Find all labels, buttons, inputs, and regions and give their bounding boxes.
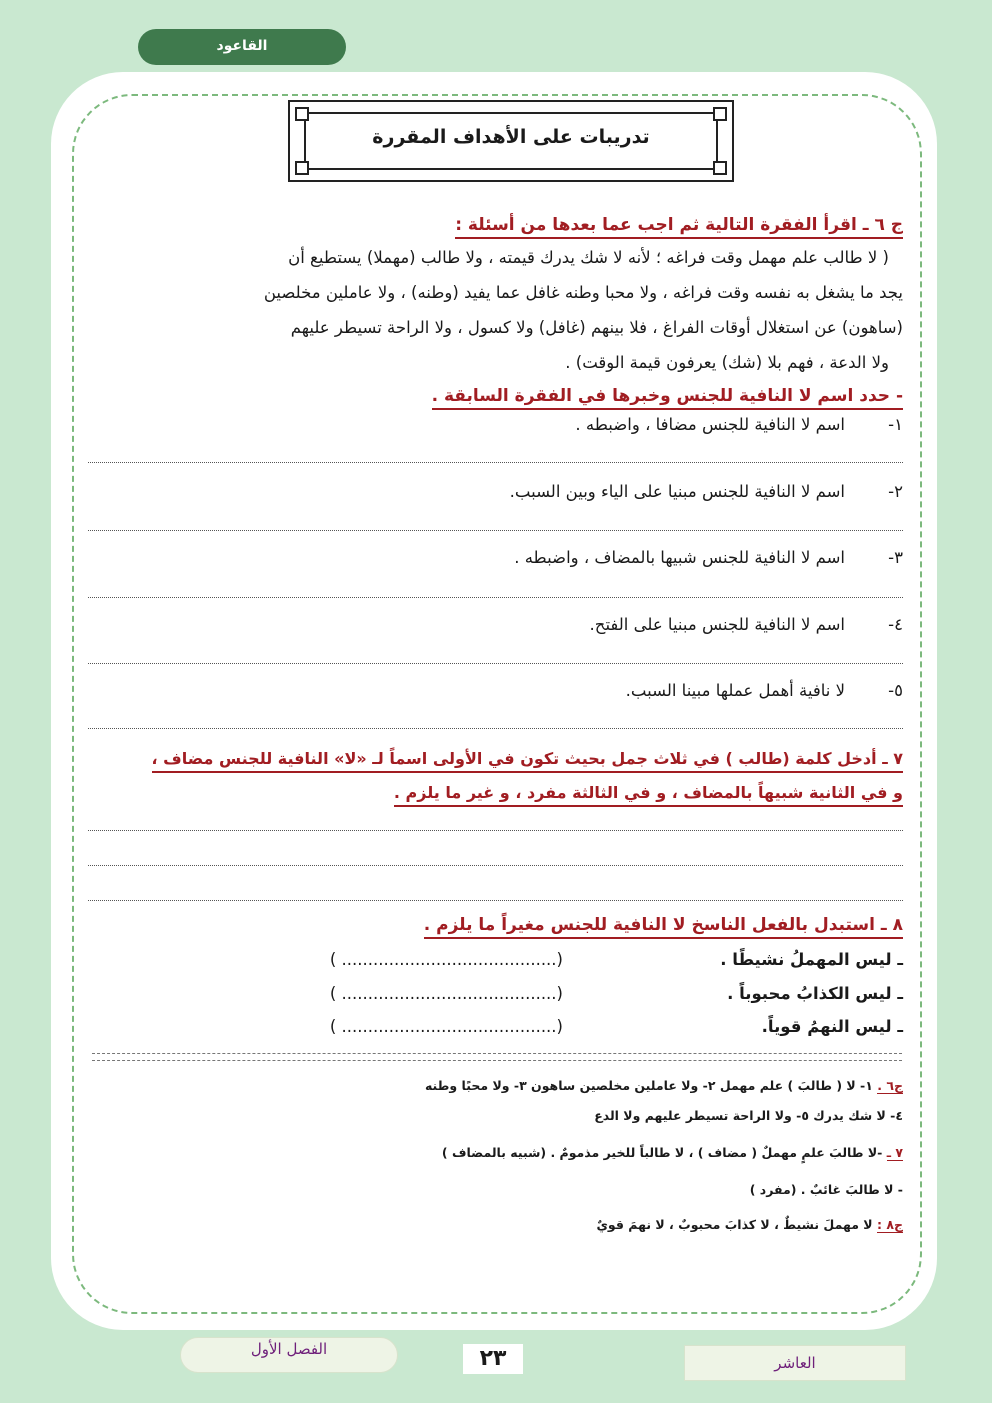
answer-text: ٤- لا شك يدرك ٥- ولا الراحة تسيطر عليهم ولا الدع (594, 1108, 903, 1123)
item-number: ٣- (888, 548, 903, 567)
page-title: تدريبات على الأهداف المقررة (372, 126, 650, 148)
q8-blank[interactable]: (......................................... ) (329, 950, 563, 969)
item-number: ٥- (888, 681, 903, 700)
q8-sentence: ـ ليس النهمُ قوياً. (761, 1017, 903, 1036)
page-number: ٢٣ (463, 1344, 523, 1374)
item-number: ٤- (888, 615, 903, 634)
answer-q7-line2 (750, 1182, 903, 1197)
item-text: لا نافية أهمل عملها مبينا السبب. (625, 681, 845, 700)
q6-task: - حدد اسم لا النافية للجنس وخبرها في الفقرة السابقة . (432, 384, 903, 410)
answer-line[interactable] (88, 830, 903, 831)
answer-text: -لا طالبَ علمٍ مهملٌ ( مضاف ) ، لا طالباً للخير مذمومٌ . (شبيه بالمضاف ) (441, 1145, 883, 1160)
q6-paragraph (73, 240, 903, 380)
q8-heading: ٨ ـ استبدل بالفعل الناسخ لا النافية للجنس مغيراً ما يلزم . (424, 913, 903, 939)
answer-line[interactable] (88, 663, 903, 664)
answer-line[interactable] (88, 530, 903, 531)
answer-line[interactable] (88, 900, 903, 901)
author-tab: القاعود (138, 29, 346, 65)
separator (92, 1053, 902, 1061)
item-text: اسم لا النافية للجنس مضافا ، واضبطه . (575, 415, 845, 434)
paragraph-line: يجد ما يشغل به نفسه وقت فراغه ، ولا محبا وطنه غافل عما يفيد (وطنه) ، ولا عاملين مخلصين (263, 283, 903, 302)
answer-q8 (596, 1217, 903, 1232)
answer-tag: ج٦ . (877, 1078, 903, 1093)
item-text: اسم لا النافية للجنس شبيها بالمضاف ، واضبطه . (514, 548, 845, 567)
answer-q6-line1 (425, 1078, 903, 1093)
answer-q7-line1 (442, 1145, 903, 1160)
q8-sentence: ـ ليس المهملُ نشيطًا . (720, 950, 903, 969)
answer-line[interactable] (88, 462, 903, 463)
paragraph-line: ( لا طالب علم مهمل وقت فراغه ؛ لأنه لا شك يدرك قيمته ، ولا طالب (مهملا) يستطيع أن (288, 248, 889, 267)
q7-heading-line1: ٧ ـ أدخل كلمة (طالب ) في ثلاث جمل بحيث تكون في الأولى اسماً لـ «لا» النافية للجنس مضاف ، (152, 747, 903, 773)
answer-tag: ٧ ـ (886, 1145, 903, 1160)
q7-heading-line2: و في الثانية شبيهاً بالمضاف ، و في الثالثة مفرد ، و غير ما يلزم . (394, 781, 903, 807)
paragraph-line: ولا الدعة ، فهم بلا (شك) يعرفون قيمة الوقت) . (565, 353, 889, 372)
answer-text: ١- لا ( طالبَ ) علم مهمل ٢- ولا عاملين مخلصين ساهون ٣- ولا محبًا وطنه (424, 1078, 873, 1093)
answer-text: - لا طالبَ غائبٌ . (مفرد ) (749, 1182, 903, 1197)
answer-q6-line2 (594, 1108, 903, 1123)
item-text: اسم لا النافية للجنس مبنيا على الياء وبين السبب. (509, 482, 845, 501)
answer-line[interactable] (88, 865, 903, 866)
q8-sentence: ـ ليس الكذابُ محبوباً . (727, 984, 903, 1003)
footer-grade: العاشر (684, 1345, 906, 1381)
q6-heading: ج ٦ ـ اقرأ الفقرة التالية ثم اجب عما بعدها من أسئلة : (455, 213, 903, 239)
answer-text: لا مهملَ نشيطٌ ، لا كذابَ محبوبٌ ، لا نهمَ قويٌ (596, 1217, 873, 1232)
item-text: اسم لا النافية للجنس مبنيا على الفتح. (589, 615, 845, 634)
q8-blank[interactable]: (......................................... ) (329, 984, 563, 1003)
paragraph-line: (ساهون) عن استغلال أوقات الفراغ ، فلا بينهم (غافل) ولا كسول ، ولا الراحة تسيطر عليهم (290, 318, 903, 337)
item-number: ٢- (888, 482, 903, 501)
item-number: ١- (888, 415, 903, 434)
answer-tag: ج٨ : (876, 1217, 903, 1232)
title-box (288, 100, 734, 182)
answer-line[interactable] (88, 728, 903, 729)
footer-chapter: الفصل الأول (180, 1337, 398, 1373)
q8-blank[interactable]: (......................................... ) (329, 1017, 563, 1036)
answer-line[interactable] (88, 597, 903, 598)
